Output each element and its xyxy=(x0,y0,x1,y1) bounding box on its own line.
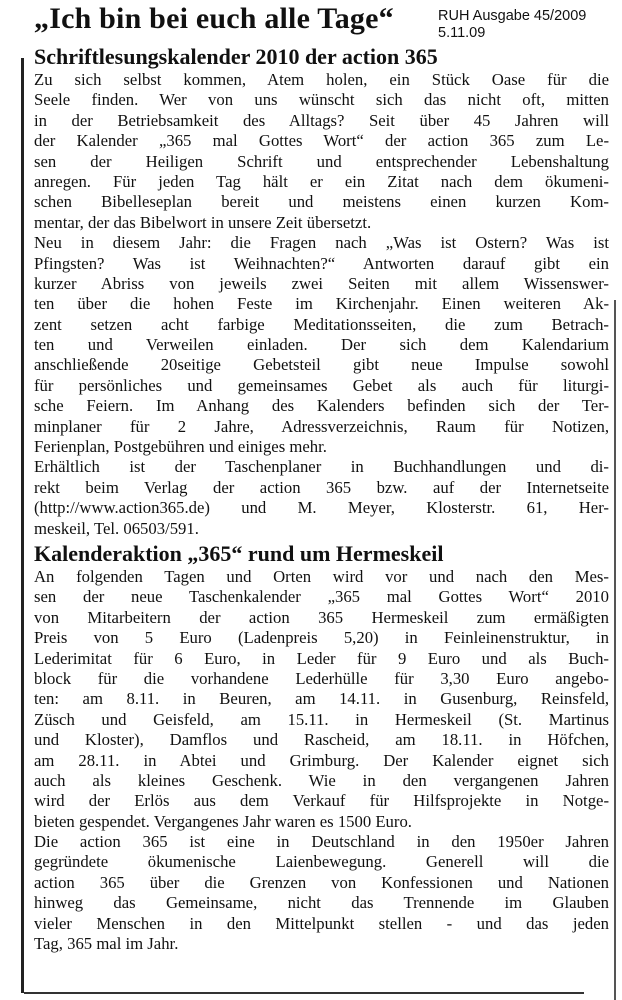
text-line: gegründete ökumenische Laienbewegung. Generell will die xyxy=(34,852,609,872)
text-line: ten: am 8.11. in Beuren, am 14.11. in Gusenburg, Reinsfeld, xyxy=(34,689,609,709)
text-line: sen der neue Taschenkalender „365 mal Gottes Wort“ 2010 xyxy=(34,587,609,607)
paragraph xyxy=(34,457,609,539)
section-heading: Kalenderaktion „365“ rund um Hermeskeil xyxy=(34,540,444,566)
text-line: Seele finden. Wer von uns wünscht sich das nicht oft, mitten xyxy=(34,90,609,110)
left-column-rule xyxy=(21,58,24,993)
text-line: Tag, 365 mal im Jahr. xyxy=(34,934,179,954)
text-line: action 365 über die Grenzen von Konfessionen und Nationen xyxy=(34,872,609,892)
text-line: der Kalender „365 mal Gottes Wort“ der action 365 zum Le- xyxy=(34,131,609,151)
text-line: meskeil, Tel. 06503/591. xyxy=(34,518,199,538)
paragraph xyxy=(34,832,609,954)
text-line: sche Feiern. Im Anhang des Kalenders befinden sich der Ter- xyxy=(34,396,609,416)
text-line: für persönliches und gemeinsames Gebet als auch für liturgi- xyxy=(34,375,609,395)
text-line: wird der Erlös aus dem Verkauf für Hilfsprojekte in Notge- xyxy=(34,791,609,811)
text-line: Zu sich selbst kommen, Atem holen, ein Stück Oase für die xyxy=(34,70,609,89)
text-line: Pfingsten? Was ist Weihnachten?“ Antworten darauf gibt ein xyxy=(34,253,609,273)
bottom-rule xyxy=(24,992,584,994)
text-line: und Kloster), Damflos und Rascheid, am 18.11. in Höfchen, xyxy=(34,730,609,750)
text-line: schen Bibelleseplan bereit und meistens einen kurzen Kom- xyxy=(34,192,609,212)
text-line: von Mitarbeitern der action 365 Hermeskeil zum ermäßigten xyxy=(34,607,609,627)
text-line: Die action 365 ist eine in Deutschland in den 1950er Jahren xyxy=(34,832,609,852)
text-line: am 28.11. in Abtei und Grimburg. Der Kalender eignet sich xyxy=(34,750,609,770)
text-line: bieten gespendet. Vergangenes Jahr waren es 1500 Euro. xyxy=(34,811,412,831)
text-line: kurzer Abriss von jeweils zwei Seiten mit allem Wissenswer- xyxy=(34,273,609,293)
text-line: auch als kleines Geschenk. Wie in den vergangenen Jahren xyxy=(34,770,609,790)
text-line: Lederimitat für 6 Euro, in Leder für 9 Euro und als Buch- xyxy=(34,648,609,668)
text-line: sen der Heiligen Schrift und entsprechender Lebenshaltung xyxy=(34,151,609,171)
paragraph xyxy=(34,70,609,233)
text-line: (http://www.action365.de) und M. Meyer, Klosterstr. 61, Her- xyxy=(34,498,609,518)
text-line: zent setzen acht farbige Meditationsseiten, die zum Betrach- xyxy=(34,314,609,334)
paragraph xyxy=(34,567,609,832)
text-line: Neu in diesem Jahr: die Fragen nach „Was ist Ostern? Was ist xyxy=(34,233,609,253)
source-date: 5.11.09 xyxy=(438,25,486,41)
text-line: Ferienplan, Postgebühren und einiges mehr. xyxy=(34,437,327,457)
paragraph xyxy=(34,233,609,457)
right-edge-rule xyxy=(614,300,616,1000)
section-heading: Schriftlesungskalender 2010 der action 365 xyxy=(34,44,438,69)
text-line: ten über die hohen Feste im Kirchenjahr. Einen weiteren Ak- xyxy=(34,294,609,314)
text-line: anregen. Für jeden Tag hält er ein Zitat nach dem ökumeni- xyxy=(34,171,609,191)
text-line: Preis von 5 Euro (Ladenpreis 5,20) in Feinleinenstruktur, in xyxy=(34,628,609,648)
article-body xyxy=(34,44,609,954)
source-annotation xyxy=(438,8,622,42)
text-line: An folgenden Tagen und Orten wird vor und nach den Mes- xyxy=(34,566,609,586)
text-line: Erhältlich ist der Taschenplaner in Buchhandlungen und di- xyxy=(34,457,609,477)
text-line: rekt beim Verlag der action 365 bzw. auf der Internetseite xyxy=(34,477,609,497)
text-line: block für die vorhandene Lederhülle für 3,30 Euro angebo- xyxy=(34,668,609,688)
text-line: minplaner für 2 Jahre, Adressverzeichnis, Raum für Notizen, xyxy=(34,416,609,436)
text-line: ten und Verweilen einladen. Der sich dem Kalendarium xyxy=(34,335,609,355)
article-headline: „Ich bin bei euch alle Tage“ xyxy=(34,2,394,35)
text-line: Züsch und Geisfeld, am 15.11. in Hermeskeil (St. Martinus xyxy=(34,709,609,729)
text-line: mentar, der das Bibelwort in unsere Zeit übersetzt. xyxy=(34,212,372,232)
text-line: vieler Menschen in den Mittelpunkt stellen - und das jeden xyxy=(34,913,609,933)
text-line: hinweg das Gemeinsame, nicht das Trennende im Glauben xyxy=(34,893,609,913)
source-edition: RUH Ausgabe 45/2009 xyxy=(438,8,587,24)
text-line: anschließende 20seitige Gebetsteil gibt neue Impulse sowohl xyxy=(34,355,609,375)
text-line: in der Betriebsamkeit des Alltags? Seit über 45 Jahren will xyxy=(34,110,609,130)
